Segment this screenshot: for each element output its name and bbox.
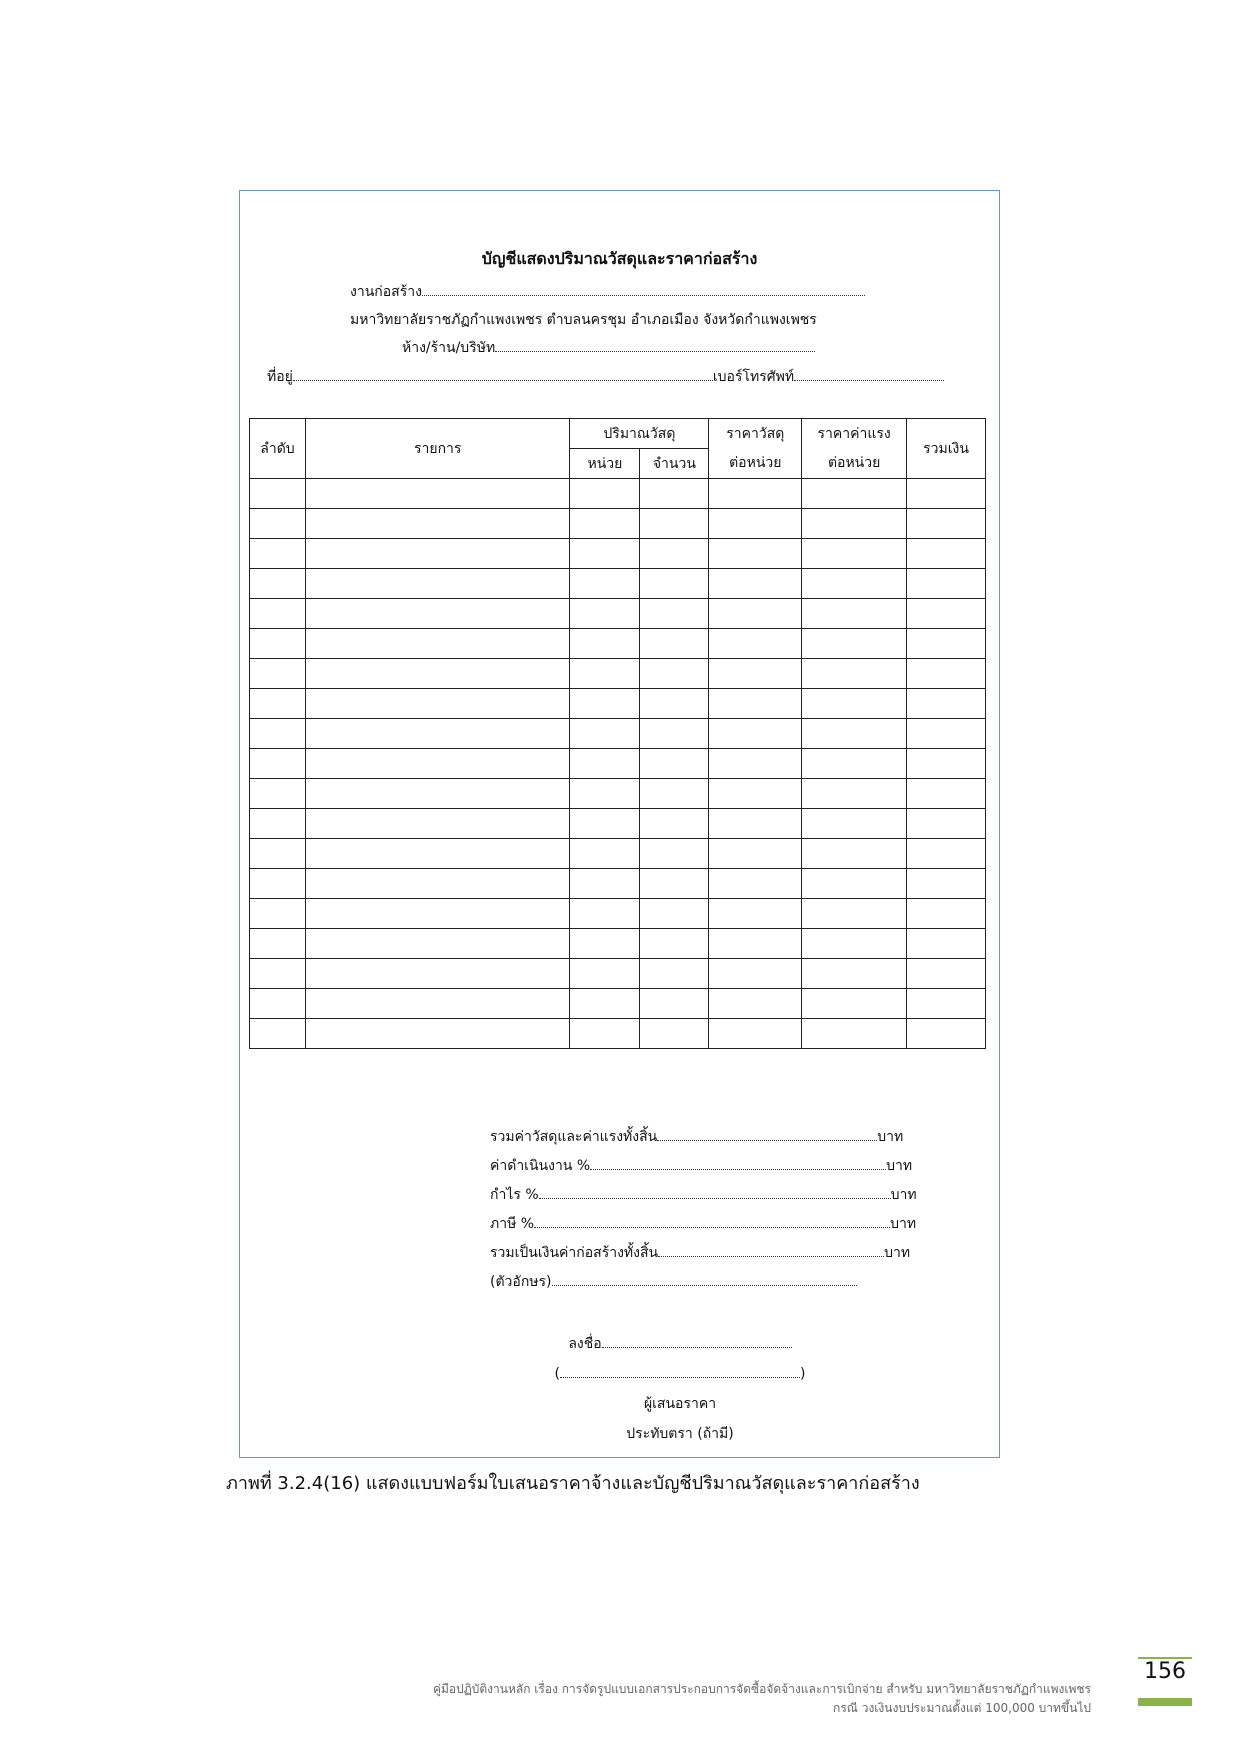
paren-open: (: [554, 1366, 560, 1382]
table-cell: [250, 569, 306, 599]
address-label: ที่อยู่: [267, 369, 293, 385]
table-cell: [907, 689, 986, 719]
summary-label: รวมเป็นเงินค่าก่อสร้างทั้งสิ้น: [490, 1245, 659, 1261]
table-cell: [709, 809, 802, 839]
company-line: [402, 337, 815, 359]
table-cell: [709, 779, 802, 809]
phone-label: เบอร์โทรศัพท์: [712, 369, 795, 385]
summary-row: [490, 1181, 917, 1210]
table-cell: [802, 899, 907, 929]
table-cell: [250, 779, 306, 809]
name-line: [530, 1359, 830, 1389]
table-cell: [250, 869, 306, 899]
university-line: มหาวิทยาลัยราชภัฏกำแพงเพชร ตำบลนครชุม อำเภอเมือง จังหวัดกำแพงเพชร: [350, 312, 817, 328]
table-cell: [640, 839, 709, 869]
table-cell: [709, 539, 802, 569]
summary-row: [490, 1210, 917, 1239]
table-row: [250, 569, 986, 599]
table-cell: [709, 959, 802, 989]
col-unit: หน่วย: [570, 449, 640, 479]
table-cell: [802, 989, 907, 1019]
table-cell: [709, 659, 802, 689]
table-cell: [250, 809, 306, 839]
table-cell: [709, 479, 802, 509]
table-row: [250, 599, 986, 629]
table-cell: [570, 809, 640, 839]
dotted-fill: [534, 1215, 890, 1228]
table-cell: [250, 1019, 306, 1049]
table-cell: [709, 509, 802, 539]
table-cell: [709, 599, 802, 629]
table-cell: [570, 629, 640, 659]
table-cell: [709, 689, 802, 719]
table-cell: [250, 659, 306, 689]
table-row: [250, 989, 986, 1019]
table-cell: [570, 869, 640, 899]
table-cell: [640, 539, 709, 569]
table-cell: [640, 689, 709, 719]
table-cell: [250, 539, 306, 569]
table-row: [250, 1019, 986, 1049]
table-cell: [570, 749, 640, 779]
summary-label: ค่าดำเนินงาน %: [490, 1158, 591, 1174]
table-cell: [802, 779, 907, 809]
table-cell: [709, 569, 802, 599]
table-cell: [640, 509, 709, 539]
table-cell: [907, 749, 986, 779]
cost-summary: [490, 1123, 917, 1297]
table-row: [250, 899, 986, 929]
table-cell: [250, 689, 306, 719]
table-cell: [640, 659, 709, 689]
table-cell: [640, 899, 709, 929]
table-cell: [709, 899, 802, 929]
table-row: [250, 509, 986, 539]
col-labor-price-per-unit: ต่อหน่วย: [802, 449, 907, 479]
table-row: [250, 659, 986, 689]
footer-line-2: กรณี วงเงินงบประมาณตั้งแต่ 100,000 บาทขึ้นไป: [833, 1701, 1091, 1715]
table-cell: [907, 569, 986, 599]
table-cell: [907, 839, 986, 869]
table-cell: [640, 569, 709, 599]
table-cell: [305, 599, 570, 629]
col-order: ลำดับ: [250, 419, 306, 479]
table-row: [250, 719, 986, 749]
table-cell: [640, 599, 709, 629]
dotted-fill: [495, 339, 815, 352]
table-cell: [570, 959, 640, 989]
summary-label: (ตัวอักษร): [490, 1274, 552, 1290]
dotted-fill: [293, 368, 713, 381]
table-cell: [250, 479, 306, 509]
page-footer: [433, 1680, 1091, 1718]
table-cell: [907, 719, 986, 749]
bidder-label: ผู้เสนอราคา: [643, 1396, 717, 1412]
table-row: [250, 809, 986, 839]
table-cell: [305, 629, 570, 659]
table-cell: [640, 929, 709, 959]
table-body: [250, 479, 986, 1049]
bill-of-quantities-table: [249, 418, 986, 1049]
table-cell: [640, 749, 709, 779]
address-line: [267, 366, 944, 388]
table-cell: [305, 929, 570, 959]
table-cell: [709, 629, 802, 659]
table-cell: [250, 719, 306, 749]
table-cell: [305, 839, 570, 869]
table-cell: [250, 929, 306, 959]
table-cell: [305, 719, 570, 749]
form-title: บัญชีแสดงปริมาณวัสดุและราคาก่อสร้าง: [481, 249, 758, 268]
table-cell: [907, 959, 986, 989]
table-cell: [802, 569, 907, 599]
table-cell: [250, 599, 306, 629]
table-cell: [907, 629, 986, 659]
dotted-fill: [602, 1335, 792, 1348]
table-cell: [640, 809, 709, 839]
col-total: รวมเงิน: [907, 419, 986, 479]
col-material-price-per-unit: ต่อหน่วย: [709, 449, 802, 479]
table-cell: [250, 989, 306, 1019]
table-cell: [640, 869, 709, 899]
table-cell: [907, 659, 986, 689]
table-cell: [570, 479, 640, 509]
summary-row: [490, 1123, 917, 1152]
dotted-fill: [590, 1157, 886, 1170]
table-cell: [802, 659, 907, 689]
summary-label: รวมค่าวัสดุและค่าแรงทั้งสิ้น: [490, 1129, 658, 1145]
table-cell: [709, 989, 802, 1019]
table-cell: [570, 599, 640, 629]
figure-caption: ภาพที่ 3.2.4(16) แสดงแบบฟอร์มใบเสนอราคาจ้างและบัญชีปริมาณวัสดุและราคาก่อสร้าง: [226, 1473, 920, 1494]
table-row: [250, 959, 986, 989]
table-cell: [802, 509, 907, 539]
work-line: [350, 281, 865, 303]
table-cell: [640, 479, 709, 509]
table-cell: [305, 989, 570, 1019]
table-cell: [709, 749, 802, 779]
table-cell: [305, 869, 570, 899]
col-material-price: ราคาวัสดุ: [709, 419, 802, 449]
table-cell: [570, 539, 640, 569]
col-amount: จำนวน: [640, 449, 709, 479]
table-cell: [802, 749, 907, 779]
table-cell: [802, 1019, 907, 1049]
table-cell: [570, 719, 640, 749]
table-cell: [802, 599, 907, 629]
table-cell: [907, 479, 986, 509]
table-cell: [570, 989, 640, 1019]
table-row: [250, 779, 986, 809]
dotted-fill: [794, 368, 944, 381]
dotted-fill: [539, 1186, 891, 1199]
company-label: ห้าง/ร้าน/บริษัท: [402, 340, 496, 356]
table-cell: [907, 989, 986, 1019]
table-cell: [305, 899, 570, 929]
table-cell: [305, 539, 570, 569]
table-cell: [802, 959, 907, 989]
table-cell: [907, 899, 986, 929]
table-row: [250, 689, 986, 719]
table-cell: [570, 659, 640, 689]
table-cell: [640, 719, 709, 749]
table-row: [250, 869, 986, 899]
table-cell: [907, 509, 986, 539]
table-cell: [305, 689, 570, 719]
table-row: [250, 929, 986, 959]
table-cell: [305, 569, 570, 599]
dotted-fill: [560, 1365, 800, 1378]
table-cell: [305, 749, 570, 779]
table-row: [250, 839, 986, 869]
table-cell: [802, 839, 907, 869]
footer-line-1: คู่มือปฏิบัติงานหลัก เรื่อง การจัดรูปแบบเอกสารประกอบการจัดซื้อจัดจ้างและการเบิกจ่าย สำหรับ มหาวิทยาลัยราชภัฏกำแพงเพชร: [432, 1682, 1091, 1696]
summary-row: [490, 1268, 917, 1297]
table-cell: [802, 929, 907, 959]
col-items: รายการ: [305, 419, 570, 479]
table-cell: [250, 899, 306, 929]
table-cell: [802, 539, 907, 569]
summary-label: กำไร %: [490, 1187, 539, 1203]
table-cell: [907, 929, 986, 959]
baht-label: บาท: [877, 1129, 904, 1145]
dotted-fill: [657, 1128, 877, 1141]
table-cell: [570, 779, 640, 809]
table-row: [250, 539, 986, 569]
table-cell: [802, 869, 907, 899]
col-material-qty: ปริมาณวัสดุ: [570, 419, 709, 449]
table-cell: [305, 1019, 570, 1049]
summary-row: [490, 1239, 917, 1268]
table-cell: [305, 479, 570, 509]
table-cell: [709, 869, 802, 899]
baht-label: บาท: [890, 1216, 917, 1232]
table-cell: [570, 689, 640, 719]
table-cell: [802, 719, 907, 749]
stamp-label: ประทับตรา (ถ้ามี): [626, 1426, 734, 1442]
table-cell: [709, 1019, 802, 1049]
table-cell: [640, 1019, 709, 1049]
table-cell: [250, 749, 306, 779]
baht-label: บาท: [884, 1245, 911, 1261]
table-cell: [907, 869, 986, 899]
table-cell: [570, 509, 640, 539]
table-row: [250, 629, 986, 659]
dotted-fill: [552, 1273, 857, 1286]
table-cell: [305, 779, 570, 809]
dotted-fill: [422, 283, 865, 296]
form-image-frame: [239, 190, 1000, 1458]
table-cell: [305, 959, 570, 989]
col-labor-price: ราคาค่าแรง: [802, 419, 907, 449]
table-cell: [640, 989, 709, 1019]
page-number-accent-bar: [1138, 1698, 1192, 1706]
table-cell: [305, 809, 570, 839]
table-cell: [570, 1019, 640, 1049]
table-cell: [640, 629, 709, 659]
table-cell: [802, 629, 907, 659]
table-cell: [640, 779, 709, 809]
table-cell: [305, 509, 570, 539]
sign-label: ลงชื่อ: [568, 1336, 602, 1352]
table-cell: [907, 779, 986, 809]
summary-row: [490, 1152, 917, 1181]
table-cell: [250, 839, 306, 869]
work-label: งานก่อสร้าง: [350, 284, 422, 300]
table-row: [250, 479, 986, 509]
table-cell: [907, 539, 986, 569]
table-cell: [709, 929, 802, 959]
table-cell: [802, 479, 907, 509]
paren-close: ): [800, 1366, 806, 1382]
baht-label: บาท: [890, 1187, 917, 1203]
table-cell: [907, 1019, 986, 1049]
table-cell: [570, 929, 640, 959]
baht-label: บาท: [886, 1158, 913, 1174]
table-cell: [709, 839, 802, 869]
signature-line: [530, 1329, 830, 1359]
table-cell: [305, 659, 570, 689]
summary-label: ภาษี %: [490, 1216, 535, 1232]
dotted-fill: [658, 1244, 884, 1257]
table-cell: [250, 959, 306, 989]
table-cell: [250, 629, 306, 659]
table-cell: [802, 809, 907, 839]
table-cell: [709, 719, 802, 749]
signature-block: [530, 1329, 830, 1449]
table-cell: [802, 689, 907, 719]
table-cell: [570, 899, 640, 929]
table-cell: [570, 569, 640, 599]
table-cell: [570, 839, 640, 869]
table-cell: [907, 809, 986, 839]
table-cell: [640, 959, 709, 989]
table-row: [250, 749, 986, 779]
page-number: 156: [1138, 1657, 1192, 1684]
table-cell: [907, 599, 986, 629]
table-cell: [250, 509, 306, 539]
